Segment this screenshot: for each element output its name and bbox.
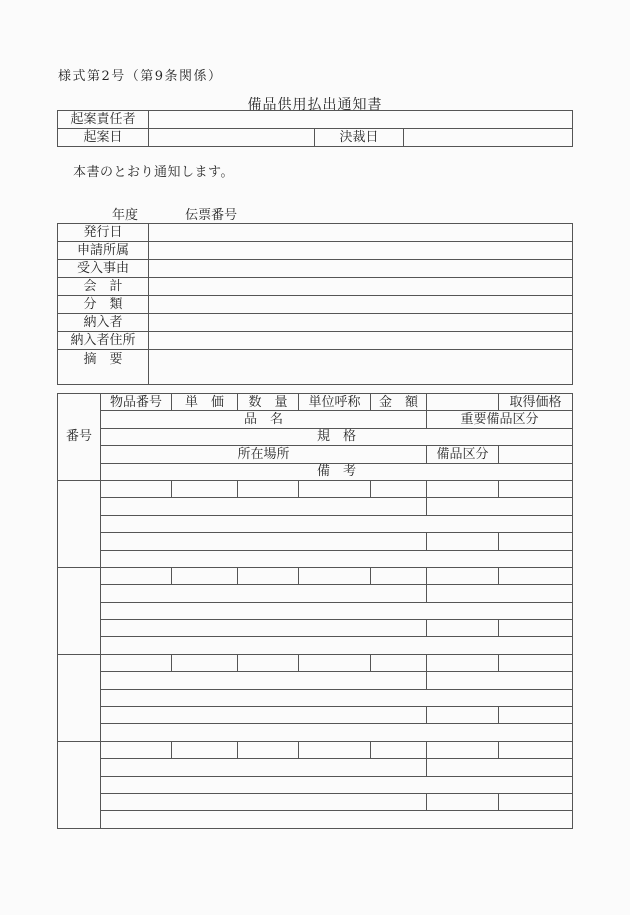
equipment-category-value-field <box>499 707 573 724</box>
detail-row-account <box>58 278 573 296</box>
slip-number-label: 伝票番号 <box>185 208 238 223</box>
approval-row-dates <box>58 129 573 147</box>
location-field <box>101 620 427 637</box>
item-block-4-row-3 <box>58 776 573 793</box>
equipment-category-field <box>427 533 499 550</box>
important-category-field <box>427 498 573 515</box>
equipment-category-field <box>427 793 499 810</box>
issue-date-value-field <box>149 224 573 242</box>
quantity-field <box>238 654 299 671</box>
item-block-2-row-4 <box>58 620 573 637</box>
equipment-category-value-field <box>499 533 573 550</box>
supplier-label: 納入者 <box>58 314 149 332</box>
unit-name-field <box>299 480 371 497</box>
blank-field <box>427 741 499 758</box>
item-number-value-field <box>101 654 172 671</box>
items-header-row-5 <box>58 463 573 480</box>
items-header-row-4 <box>58 446 573 463</box>
applicant-dept-value-field <box>149 242 573 260</box>
item-block-2-row-3 <box>58 602 573 619</box>
item-number-value-field <box>101 480 172 497</box>
drafter-label: 起案責任者 <box>58 111 149 129</box>
blank-field <box>427 654 499 671</box>
detail-row-applicant-dept <box>58 242 573 260</box>
specification-field <box>101 515 573 532</box>
item-block-3-row-4 <box>58 707 573 724</box>
item-block-4-row-1 <box>58 741 573 758</box>
remarks-field <box>101 550 573 567</box>
specification-header: 規 格 <box>101 428 573 445</box>
receipt-reason-value-field <box>149 260 573 278</box>
acquisition-price-field <box>499 567 573 584</box>
item-number-field <box>58 654 101 741</box>
unit-price-header: 単 価 <box>172 394 238 411</box>
approval-table <box>57 110 573 147</box>
item-name-field <box>101 498 427 515</box>
quantity-field <box>238 567 299 584</box>
unit-price-field <box>172 741 238 758</box>
item-block-2-row-1 <box>58 567 573 584</box>
remarks-header: 備 考 <box>101 463 573 480</box>
location-field <box>101 707 427 724</box>
item-block-3-row-3 <box>58 689 573 706</box>
item-name-field <box>101 759 427 776</box>
form-number: 様式第2号（第9条関係） <box>58 69 223 84</box>
location-field <box>101 533 427 550</box>
item-block-1-row-4 <box>58 533 573 550</box>
item-block-2-row-5 <box>58 637 573 654</box>
item-name-header: 品 名 <box>101 411 427 428</box>
notice-text: 本書のとおり通知します。 <box>73 165 234 180</box>
item-name-field <box>101 585 427 602</box>
item-block-3-row-2 <box>58 672 573 689</box>
unit-name-header: 単位呼称 <box>299 394 371 411</box>
item-number-value-field <box>101 741 172 758</box>
detail-row-receipt-reason <box>58 260 573 278</box>
blank-header-cell <box>427 394 499 411</box>
item-block-4-row-4 <box>58 793 573 810</box>
supplier-address-label: 納入者住所 <box>58 332 149 350</box>
draft-date-label: 起案日 <box>58 129 149 147</box>
detail-row-issue-date <box>58 224 573 242</box>
important-category-field <box>427 585 573 602</box>
quantity-field <box>238 741 299 758</box>
equipment-category-value-field <box>499 793 573 810</box>
equipment-category-value-field <box>499 620 573 637</box>
acquisition-price-field <box>499 480 573 497</box>
account-label: 会 計 <box>58 278 149 296</box>
applicant-dept-label: 申請所属 <box>58 242 149 260</box>
detail-row-summary <box>58 350 573 385</box>
blank-field <box>427 480 499 497</box>
item-name-field <box>101 672 427 689</box>
item-block-1-row-3 <box>58 515 573 532</box>
number-column-header: 番号 <box>58 394 101 481</box>
supplier-value-field <box>149 314 573 332</box>
decision-date-value-field <box>404 129 573 147</box>
amount-field <box>371 741 427 758</box>
summary-value-field <box>149 350 573 385</box>
amount-field <box>371 654 427 671</box>
unit-name-field <box>299 654 371 671</box>
account-value-field <box>149 278 573 296</box>
equipment-category-header: 備品区分 <box>427 446 499 463</box>
item-number-field <box>58 567 101 654</box>
detail-table <box>57 223 573 385</box>
remarks-field <box>101 811 573 828</box>
equipment-category-field <box>427 707 499 724</box>
unit-price-field <box>172 654 238 671</box>
decision-date-label: 決裁日 <box>315 129 404 147</box>
acquisition-price-header: 取得価格 <box>499 394 573 411</box>
item-number-field <box>58 480 101 567</box>
important-category-header: 重要備品区分 <box>427 411 573 428</box>
classification-value-field <box>149 296 573 314</box>
quantity-header: 数 量 <box>238 394 299 411</box>
fiscal-year-label: 年度 <box>112 208 139 223</box>
location-header: 所在場所 <box>101 446 427 463</box>
amount-header: 金 額 <box>371 394 427 411</box>
item-block-1-row-2 <box>58 498 573 515</box>
remarks-field <box>101 724 573 741</box>
voucher-line <box>57 204 237 223</box>
remarks-field <box>101 637 573 654</box>
detail-row-supplier-address <box>58 332 573 350</box>
amount-field <box>371 567 427 584</box>
unit-price-field <box>172 480 238 497</box>
approval-row-drafter <box>58 111 573 129</box>
detail-row-classification <box>58 296 573 314</box>
detail-row-supplier <box>58 314 573 332</box>
item-block-1-row-5 <box>58 550 573 567</box>
blank-field <box>427 567 499 584</box>
item-number-field <box>58 741 101 828</box>
items-table <box>57 393 573 829</box>
unit-name-field <box>299 567 371 584</box>
draft-date-value-field <box>149 129 315 147</box>
amount-field <box>371 480 427 497</box>
important-category-field <box>427 759 573 776</box>
acquisition-price-field <box>499 654 573 671</box>
unit-name-field <box>299 741 371 758</box>
issue-date-label: 発行日 <box>58 224 149 242</box>
equipment-category-field <box>427 620 499 637</box>
acquisition-price-field <box>499 741 573 758</box>
summary-label: 摘 要 <box>58 350 149 385</box>
page-title: 備品供用払出通知書 <box>247 97 383 113</box>
item-number-value-field <box>101 567 172 584</box>
item-block-3-row-1 <box>58 654 573 671</box>
item-block-4-row-5 <box>58 811 573 828</box>
receipt-reason-label: 受入事由 <box>58 260 149 278</box>
important-category-field <box>427 672 573 689</box>
classification-label: 分 類 <box>58 296 149 314</box>
item-block-2-row-2 <box>58 585 573 602</box>
specification-field <box>101 776 573 793</box>
specification-field <box>101 602 573 619</box>
blank-header-cell-2 <box>499 446 573 463</box>
unit-price-field <box>172 567 238 584</box>
item-block-1-row-1 <box>58 480 573 497</box>
items-header-row-3 <box>58 428 573 445</box>
supplier-address-value-field <box>149 332 573 350</box>
item-number-header: 物品番号 <box>101 394 172 411</box>
items-header-row-1 <box>58 394 573 411</box>
item-block-4-row-2 <box>58 759 573 776</box>
specification-field <box>101 689 573 706</box>
location-field <box>101 793 427 810</box>
quantity-field <box>238 480 299 497</box>
item-block-3-row-5 <box>58 724 573 741</box>
items-header-row-2 <box>58 411 573 428</box>
drafter-value-field <box>149 111 573 129</box>
